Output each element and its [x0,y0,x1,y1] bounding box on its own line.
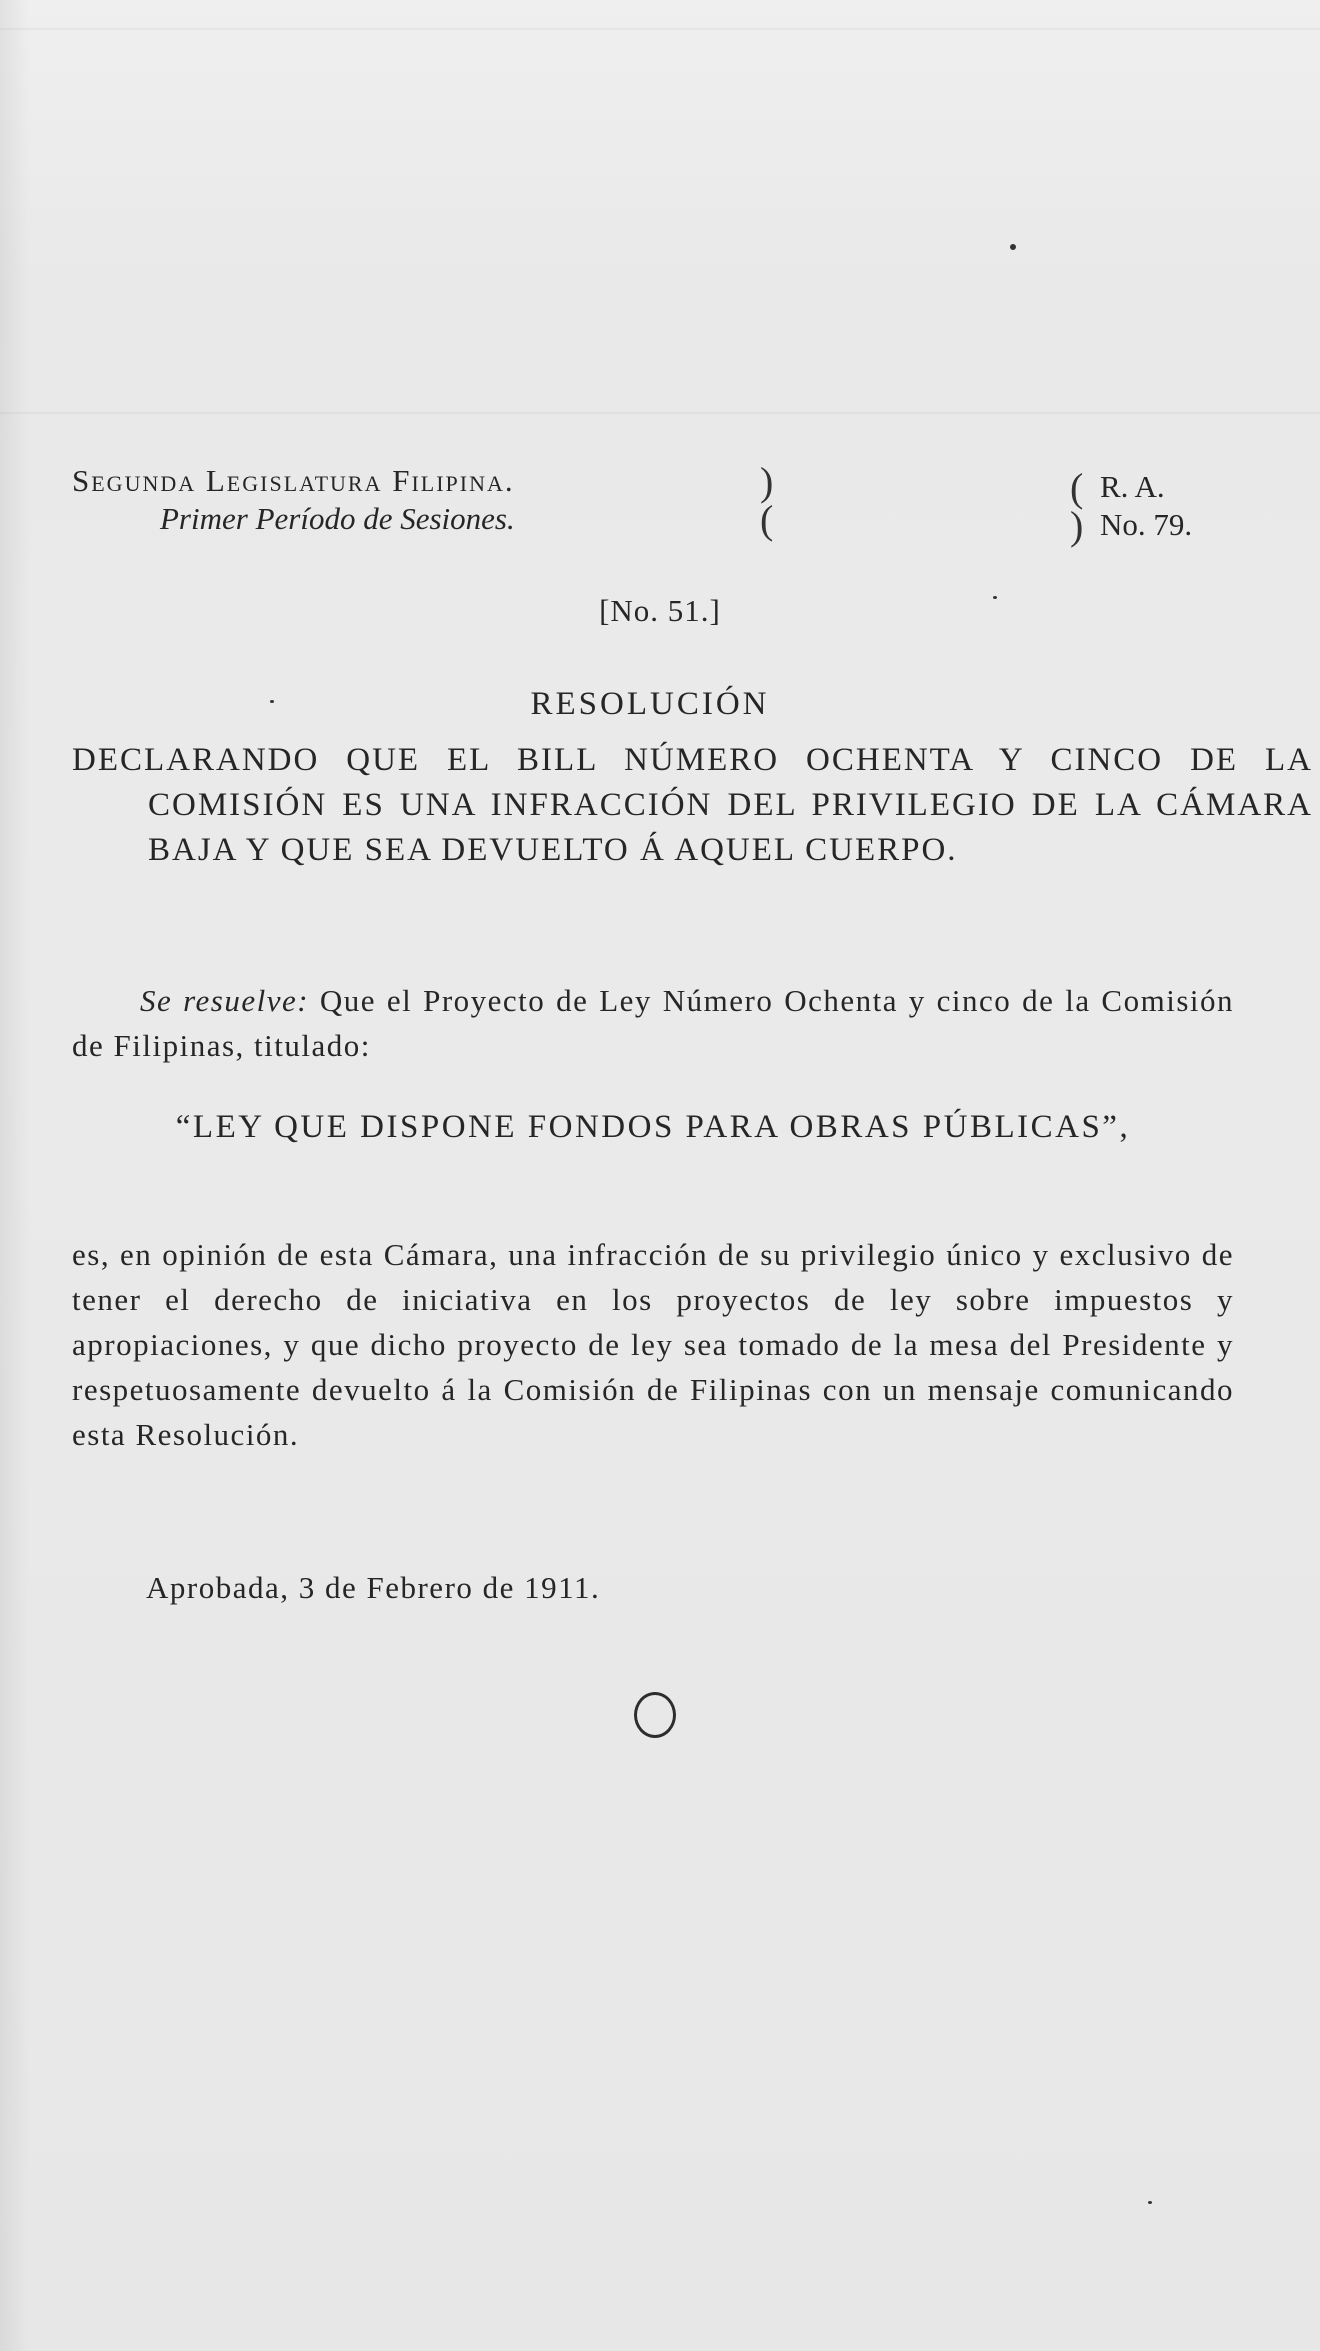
approval-date: Aprobada, 3 de Febrero de 1911. [146,1570,601,1605]
header-brace-left-bottom: ( [760,497,774,542]
law-title: “LEY QUE DISPONE FONDOS PARA OBRAS PÚBLICAS”, [175,1109,1131,1145]
session-period: Primer Período de Sesiones. [160,501,515,536]
resolution-title: RESOLUCIÓN [530,686,770,722]
ra-label: R. A. [1100,469,1165,504]
header-brace-right-top: ( [1070,465,1084,510]
ra-reference [1100,468,1192,544]
ra-number: No. 79. [1100,507,1193,542]
resolution-paragraph-1 [72,978,1234,1068]
page-edge-shadow [0,0,30,2351]
paragraph-1-text: Que el Proyecto de Ley Número Ochenta y cinco de la Comisión de Filipinas, titulado: [72,983,1235,1063]
ink-speck [1148,2201,1152,2204]
legislature-name: Segunda Legislatura Filipina. [72,463,515,498]
header-brace-left-top: ) [760,459,774,504]
resolution-number: [No. 51.] [599,593,721,628]
resolution-subtitle: DECLARANDO QUE EL BILL NÚMERO OCHENTA Y CINCO DE LA COMISIÓN ES UNA INFRACCIÓN DEL PRIVILEGIO DE LA CÁMARA BAJA Y QUE SEA DEVUELTO Á AQUEL CUERPO. [72,742,1313,868]
end-circle-mark [634,1692,676,1738]
fold-line-middle [0,412,1320,414]
ink-speck [1010,244,1016,250]
se-resuelve-label: Se resuelve: [140,983,310,1018]
header-brace-right-bottom: ) [1070,503,1084,548]
session-header [72,459,792,542]
resolution-paragraph-2: es, en opinión de esta Cámara, una infracción de su privilegio único y exclusivo de tener el derecho de iniciativa en los proyectos de ley sobre impuestos y apropiaciones, y que dicho proyecto de ley sea tomado de la mesa del Presidente y respetuosamente devuelto á la Comisión de Filipinas con un mensaje comunicando esta Resolución. [72,1237,1234,1452]
fold-line-top [0,28,1320,30]
